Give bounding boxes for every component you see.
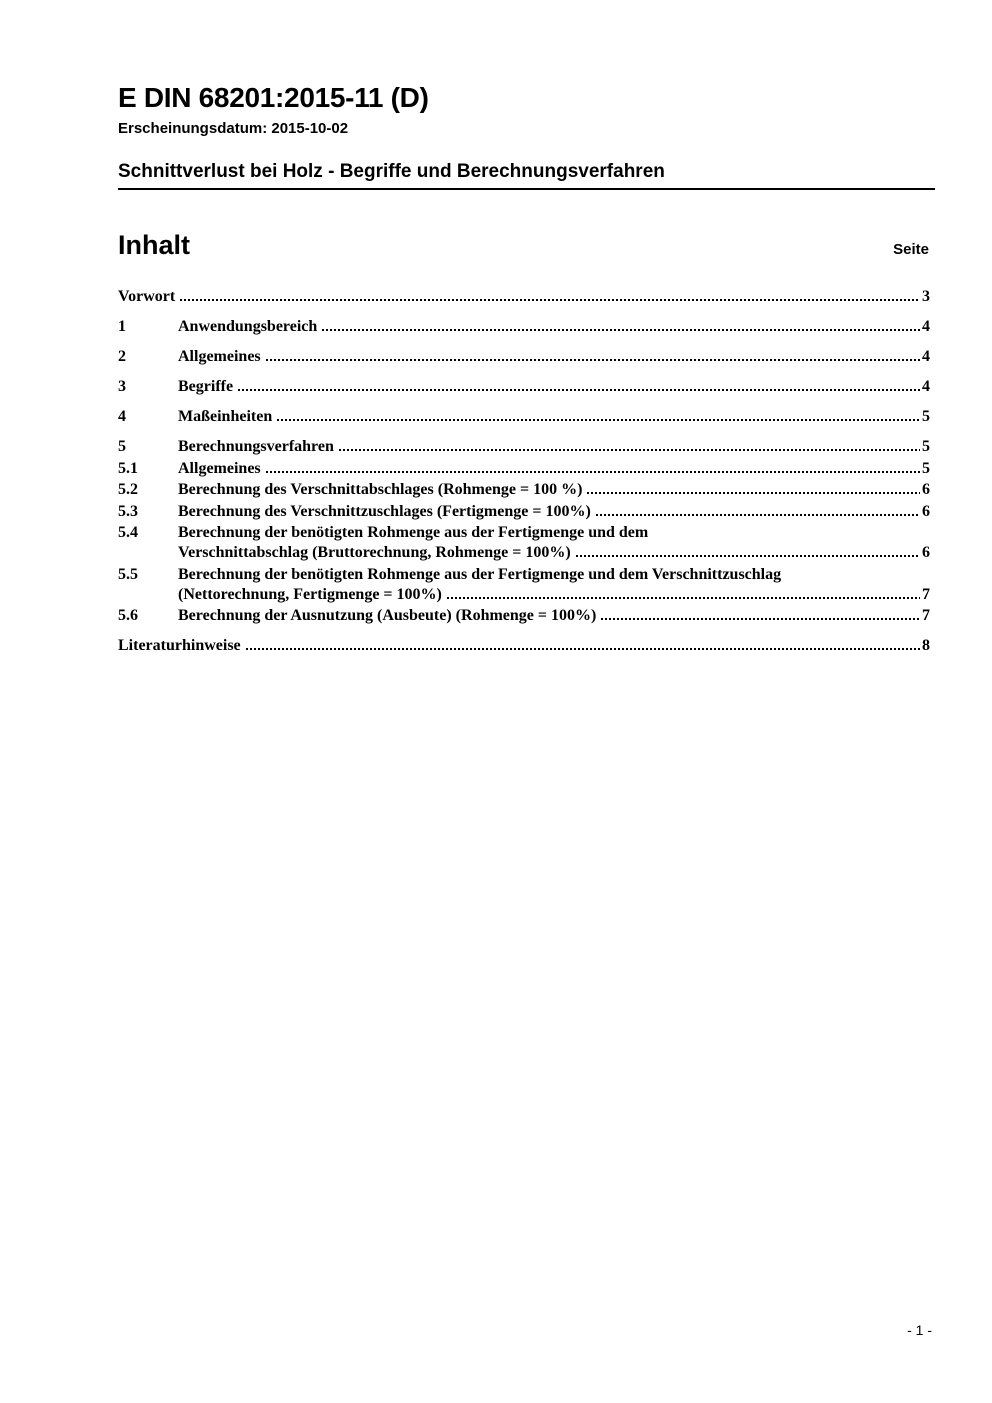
toc-entry-text: Berechnung der benötigten Rohmenge aus der Fertigmenge und dem bbox=[178, 524, 649, 541]
release-date: Erscheinungsdatum: 2015-10-02 bbox=[118, 120, 349, 137]
toc-entry-body bbox=[178, 437, 930, 457]
toc-entry-lastline bbox=[118, 636, 930, 656]
contents-header-row bbox=[118, 230, 935, 261]
toc-entry-text: Allgemeines bbox=[178, 459, 261, 477]
toc-entry-text: Berechnung des Verschnittabschlages (Rohmenge = 100 %) bbox=[178, 481, 583, 498]
toc-entry bbox=[118, 523, 930, 563]
toc-entry-number: 4 bbox=[118, 408, 126, 425]
toc-dot-leader bbox=[601, 618, 920, 620]
toc-entry-body bbox=[178, 606, 930, 626]
page-column-label: Seite bbox=[893, 241, 929, 258]
toc-entry-body bbox=[178, 459, 930, 479]
toc-dot-leader bbox=[266, 359, 920, 361]
toc-entry-page: 6 bbox=[922, 481, 930, 498]
toc-entry bbox=[118, 480, 930, 500]
toc-entry-text: Berechnung der benötigten Rohmenge aus der Fertigmenge und dem Verschnittzuschlag bbox=[178, 565, 782, 583]
toc-entry-number: 5.6 bbox=[118, 607, 138, 624]
toc-entry-lastline bbox=[178, 480, 930, 500]
toc-entry-body bbox=[178, 523, 930, 563]
toc-dot-leader bbox=[246, 648, 920, 650]
toc-entry-page: 6 bbox=[922, 502, 930, 520]
toc-dot-leader bbox=[277, 419, 920, 421]
toc-entry-body bbox=[178, 502, 930, 522]
toc-entry-text: Allgemeines bbox=[178, 348, 261, 365]
toc-entry-lastline bbox=[118, 287, 930, 307]
toc-entry bbox=[118, 317, 930, 337]
toc-entry-number: 5.2 bbox=[118, 481, 138, 498]
toc-entry-text: Berechnungsverfahren bbox=[178, 438, 334, 455]
toc-entry-page: 5 bbox=[922, 408, 930, 425]
toc-entry-body bbox=[178, 565, 930, 605]
contents-heading: Inhalt bbox=[118, 230, 190, 260]
toc-entry-number: 5.4 bbox=[118, 524, 138, 541]
document-title: E DIN 68201:2015-11 (D) bbox=[118, 82, 429, 113]
toc-entry-number: 1 bbox=[118, 318, 126, 335]
toc-entry-body bbox=[178, 347, 930, 367]
toc-entry-lastline bbox=[178, 347, 930, 367]
toc-entry bbox=[118, 565, 930, 605]
toc-entry bbox=[118, 377, 930, 397]
toc-entry-number: 2 bbox=[118, 348, 126, 365]
toc-entry-page: 3 bbox=[922, 288, 930, 305]
toc-entry bbox=[118, 407, 930, 427]
toc-entry bbox=[118, 502, 930, 522]
toc-entry-body bbox=[178, 317, 930, 337]
toc-entry-page: 4 bbox=[922, 348, 930, 365]
toc-dot-leader bbox=[447, 597, 920, 599]
toc-entry-body bbox=[178, 480, 930, 500]
page-content bbox=[118, 0, 935, 656]
toc-dot-leader bbox=[180, 299, 920, 301]
toc-entry-text: Vorwort bbox=[118, 288, 176, 305]
toc-entry bbox=[118, 636, 930, 656]
toc-entry-page: 6 bbox=[922, 544, 930, 561]
toc-entry bbox=[118, 459, 930, 479]
toc-entry-text: Anwendungsbereich bbox=[178, 318, 318, 335]
toc-entry-lastline bbox=[178, 543, 930, 563]
toc-entry-number: 5 bbox=[118, 438, 126, 455]
toc-entry bbox=[118, 347, 930, 367]
toc-entry-number: 5.1 bbox=[118, 459, 138, 477]
toc-entry-text: Begriffe bbox=[178, 378, 234, 395]
toc-entry-body bbox=[178, 407, 930, 427]
toc-entry-text: Maßeinheiten bbox=[178, 408, 273, 425]
toc-dot-leader bbox=[576, 555, 920, 557]
toc-entry-body bbox=[118, 636, 930, 656]
toc-dot-leader bbox=[238, 389, 920, 391]
toc-entry-lastline bbox=[178, 407, 930, 427]
toc-entry-lastline bbox=[178, 437, 930, 457]
toc-entry-body bbox=[118, 287, 930, 307]
toc-dot-leader bbox=[339, 449, 920, 451]
toc-entry-page: 5 bbox=[922, 459, 930, 477]
toc-entry bbox=[118, 437, 930, 457]
toc-entry-page: 7 bbox=[922, 607, 930, 624]
toc-entry-page: 7 bbox=[922, 585, 930, 603]
toc-entry-text: Literaturhinweise bbox=[118, 637, 241, 654]
toc-entry-page: 5 bbox=[922, 438, 930, 455]
footer-page-number: - 1 - bbox=[907, 1322, 932, 1338]
toc-entry-lastline bbox=[178, 606, 930, 626]
toc-entry-lastline bbox=[178, 317, 930, 337]
toc-entry-page: 4 bbox=[922, 378, 930, 395]
toc-entry-text: (Nettorechnung, Fertigmenge = 100%) bbox=[178, 585, 442, 603]
toc-entry-text: Berechnung des Verschnittzuschlages (Fertigmenge = 100%) bbox=[178, 502, 591, 520]
toc-entry-number: 5.5 bbox=[118, 565, 138, 583]
toc-entry-page: 8 bbox=[922, 637, 930, 654]
toc-entry-lastline bbox=[178, 502, 930, 522]
toc-entry-number: 5.3 bbox=[118, 502, 138, 520]
toc-dot-leader bbox=[587, 492, 920, 494]
toc-entry bbox=[118, 287, 930, 307]
toc-entry-page: 4 bbox=[922, 318, 930, 335]
toc-entry-text: Berechnung der Ausnutzung (Ausbeute) (Rohmenge = 100%) bbox=[178, 607, 597, 624]
toc-entry bbox=[118, 606, 930, 626]
document-subtitle: Schnittverlust bei Holz - Begriffe und Berechnungsverfahren bbox=[118, 161, 935, 190]
toc-dot-leader bbox=[266, 471, 920, 473]
toc-entry-number: 3 bbox=[118, 378, 126, 395]
toc-entry-lastline bbox=[178, 377, 930, 397]
toc-list bbox=[118, 287, 935, 656]
toc-entry-lastline bbox=[178, 459, 930, 479]
toc-entry-lastline bbox=[178, 585, 930, 605]
toc-entry-text: Verschnittabschlag (Bruttorechnung, Rohmenge = 100%) bbox=[178, 544, 571, 561]
toc-dot-leader bbox=[596, 514, 920, 516]
toc-entry-body bbox=[178, 377, 930, 397]
toc-dot-leader bbox=[322, 329, 920, 331]
